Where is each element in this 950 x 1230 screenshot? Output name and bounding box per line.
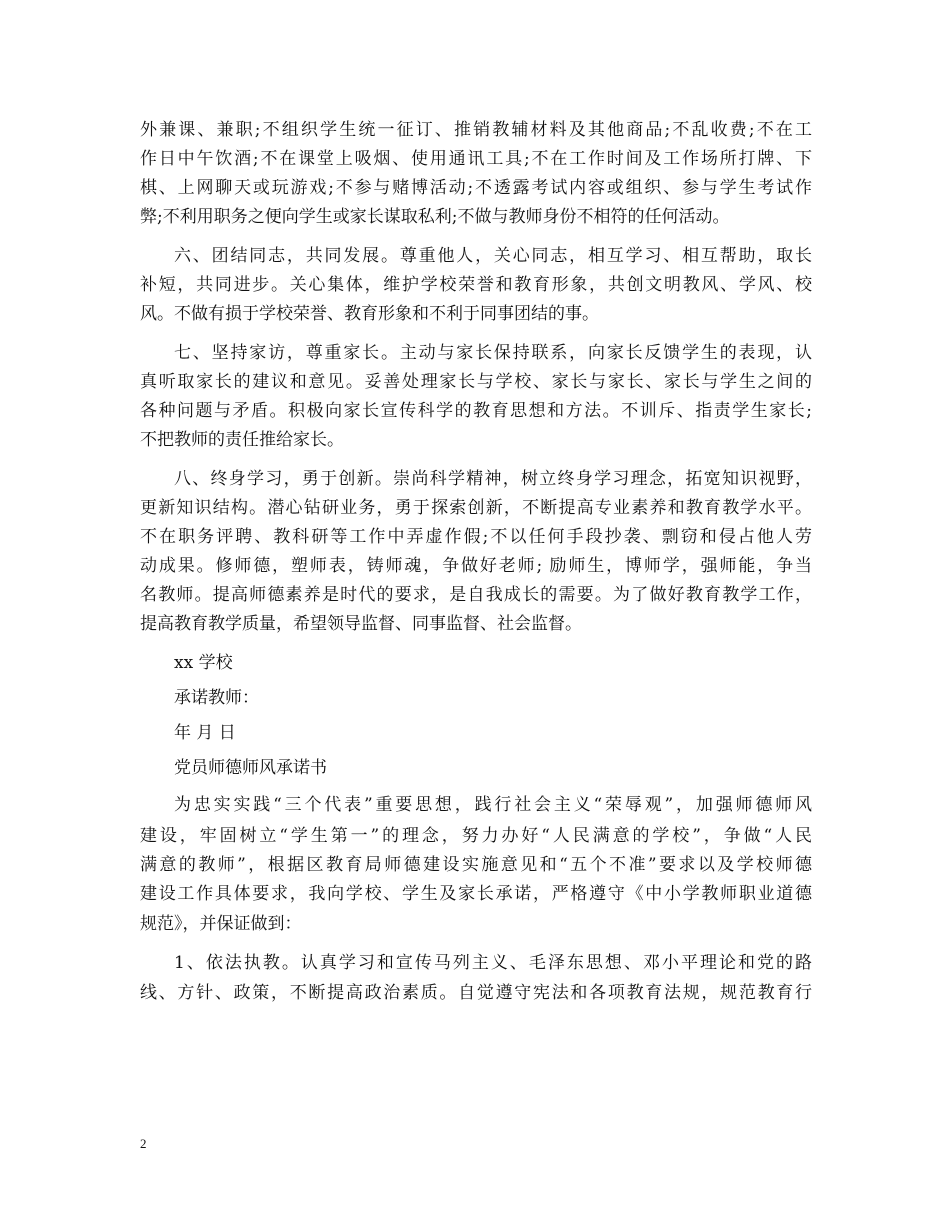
text-line: 作日中午饮酒;不在课堂上吸烟、使用通讯工具;不在工作时间及工作场所打牌、下 xyxy=(140,149,812,169)
page-number: 2 xyxy=(140,1136,147,1151)
text-line: 为忠实实践“三个代表”重要思想，践行社会主义“荣辱观”，加强师德师风 xyxy=(174,795,812,815)
text-line: 线、方针、政策，不断提高政治素质。自觉遵守宪法和各项教育法规，规范教育行 xyxy=(140,983,812,1003)
text-line: 年 月 日 xyxy=(174,723,236,743)
text-line: 名教师。提高师德素养是时代的要求，是自我成长的需要。为了做好教育教学工作， xyxy=(140,585,812,605)
text-line: 满意的教师”，根据区教育局师德建设实施意见和“五个不准”要求以及学校师德 xyxy=(140,855,812,875)
text-line: 弊;不利用职务之便向学生或家长谋取私利;不做与教师身份不相符的任何活动。 xyxy=(140,207,730,227)
text-line: 建设，牢固树立“学生第一”的理念，努力办好“人民满意的学校”，争做“人民 xyxy=(140,826,812,846)
text-line: 六、团结同志，共同发展。尊重他人，关心同志，相互学习、相互帮助，取长 xyxy=(174,246,812,266)
text-line: 规范》，并保证做到： xyxy=(140,914,302,934)
text-line: 1、依法执教。认真学习和宣传马列主义、毛泽东思想、邓小平理论和党的路 xyxy=(174,953,812,973)
text-line: 承诺教师： xyxy=(174,688,259,708)
text-line: 外兼课、兼职;不组织学生统一征订、推销教辅材料及其他商品;不乱收费;不在工 xyxy=(140,120,812,140)
text-line: 动成果。修师德，塑师表，铸师魂，争做好老师; 励师生，博师学，强师能，争当 xyxy=(140,556,812,576)
text-line: 八、终身学习，勇于创新。崇尚科学精神，树立终身学习理念，拓宽知识视野， xyxy=(174,469,812,489)
text-line: 各种问题与矛盾。积极向家长宣传科学的教育思想和方法。不训斥、指责学生家长; xyxy=(140,401,812,421)
text-line: 棋、上网聊天或玩游戏;不参与赌博活动;不透露考试内容或组织、参与学生考试作 xyxy=(140,178,812,198)
text-line: 建设工作具体要求，我向学校、学生及家长承诺，严格遵守《中小学教师职业道德 xyxy=(140,884,812,904)
text-line: 更新知识结构。潜心钻研业务，勇于探索创新，不断提高专业素养和教育教学水平。 xyxy=(140,498,812,518)
text-line: xx 学校 xyxy=(174,653,233,673)
text-line: 不把教师的责任推给家长。 xyxy=(140,430,344,450)
text-line: 不在职务评聘、教科研等工作中弄虚作假;不以任何手段抄袭、剽窃和侵占他人劳 xyxy=(140,527,812,547)
text-line: 党员师德师风承诺书 xyxy=(174,758,327,778)
text-line: 七、坚持家访，尊重家长。主动与家长保持联系，向家长反馈学生的表现，认 xyxy=(174,343,812,363)
text-line: 提高教育教学质量，希望领导监督、同事监督、社会监督。 xyxy=(140,614,582,634)
text-line: 补短，共同进步。关心集体，维护学校荣誉和教育形象，共创文明教风、学风、校 xyxy=(140,275,812,295)
text-line: 风。不做有损于学校荣誉、教育形象和不利于同事团结的事。 xyxy=(140,304,599,324)
text-line: 真听取家长的建议和意见。妥善处理家长与学校、家长与家长、家长与学生之间的 xyxy=(140,372,812,392)
